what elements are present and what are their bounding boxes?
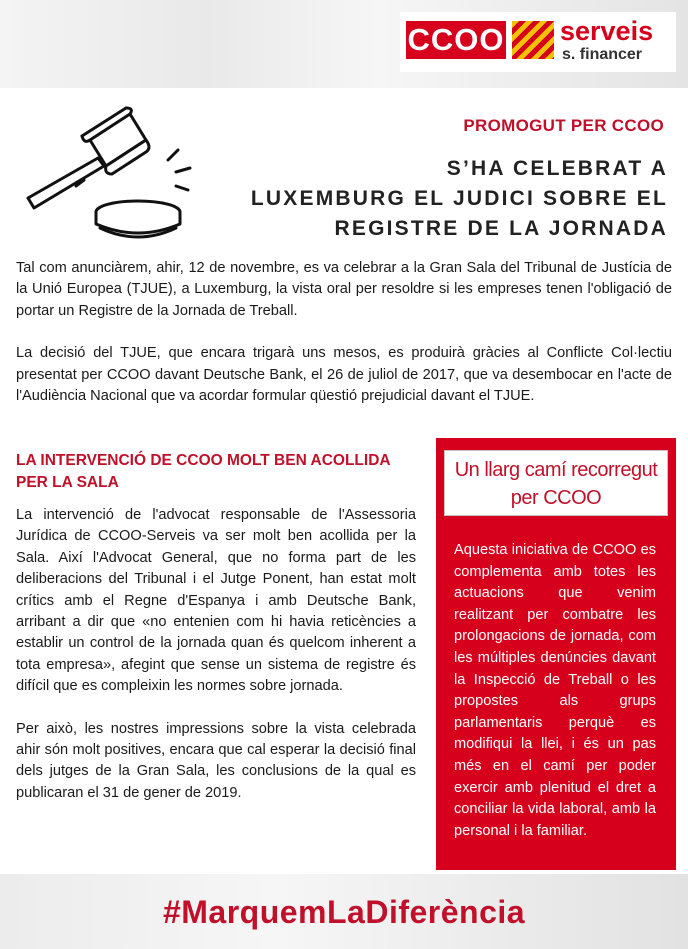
intro-paragraph: La decisió del TJUE, que encara trigarà uns mesos, es produirà gràcies al Conflicte Col·lectiu presentat per CCOO davant Deutsche Bank, el 26 de juliol de 2017, que va desembocar en l'acte de l'Audiència Nacional que va acordar formular qüestió prejudicial davant el TJUE. [16, 345, 672, 405]
ccoo-logo-text: CCOO [407, 22, 505, 57]
headline-line: REGISTRE DE LA JORNADA [334, 217, 668, 240]
sidebar-title-box [444, 450, 668, 516]
gavel-icon [18, 100, 208, 250]
logo-serveis-text: serveis [560, 16, 654, 46]
sidebar-box [436, 438, 676, 870]
footer-hashtag: #MarquemLaDiferència [162, 894, 526, 930]
article-headline [198, 154, 668, 244]
ccoo-serveis-logo [400, 12, 676, 72]
section-paragraph: Per això, les nostres impressions sobre la vista celebrada ahir són molt positives, encara que cal esperar la decisió final dels jutges de la Gran Sala, les conclusions de la qual es publicaran el 31 de gener de 2019. [16, 720, 416, 801]
sidebar-text: Aquesta iniciativa de CCOO es complementa amb totes les actuacions que venim realitzant per combatre les prolongacions de jornada, com les múltiples denúncies davant la Inspecció de Treball o les propostes als grups parlamentaris perquè es modifiqui la llei, i és un pas més en el camí per poder exercir amb plenitud el dret a conciliar la vida laboral, amb la personal i la familiar. [454, 542, 656, 839]
headline-line: S’HA CELEBRAT A [446, 157, 668, 180]
sidebar-title-line: Un llarg camí recorregut [454, 459, 658, 481]
section-body [16, 505, 416, 825]
article-kicker: PROMOGUT PER CCOO [463, 116, 664, 135]
intro-paragraph: Tal com anunciàrem, ahir, 12 de novembre, es va celebrar a la Gran Sala del Tribunal de Justícia de la Unió Europea (TJUE), a Luxemburg, la vista oral per resoldre si les empreses tenen l'obligació de portar un Registre de la Jornada de Treball. [16, 260, 672, 319]
sidebar-title-line: per CCOO [510, 487, 602, 509]
section-heading: LA INTERVENCIÓ DE CCOO MOLT BEN ACOLLIDA PER LA SALA [16, 452, 391, 491]
intro-text [16, 258, 672, 428]
headline-line: LUXEMBURG EL JUDICI SOBRE EL [250, 187, 668, 210]
logo-sector-text: s. financer [562, 46, 643, 63]
section-paragraph: La intervenció de l'advocat responsable de l'Assessoria Jurídica de CCOO-Serveis va ser molt ben acollida per la Sala. Així l'Advocat General, que no forma part de les deliberacions del Tribunal i el Jutge Ponent, han estat molt crítics amb el Regne d'Espanya i amb Deutsche Bank, arribant a dir que «no entenien com hi havia reticències a establir un control de la jornada quan és quelcom inherent a tota empresa», afegint que sense un sistema de registre és difícil que es compleixin les normes sobre jornada. [16, 507, 416, 695]
catalan-flag-icon [512, 21, 554, 59]
